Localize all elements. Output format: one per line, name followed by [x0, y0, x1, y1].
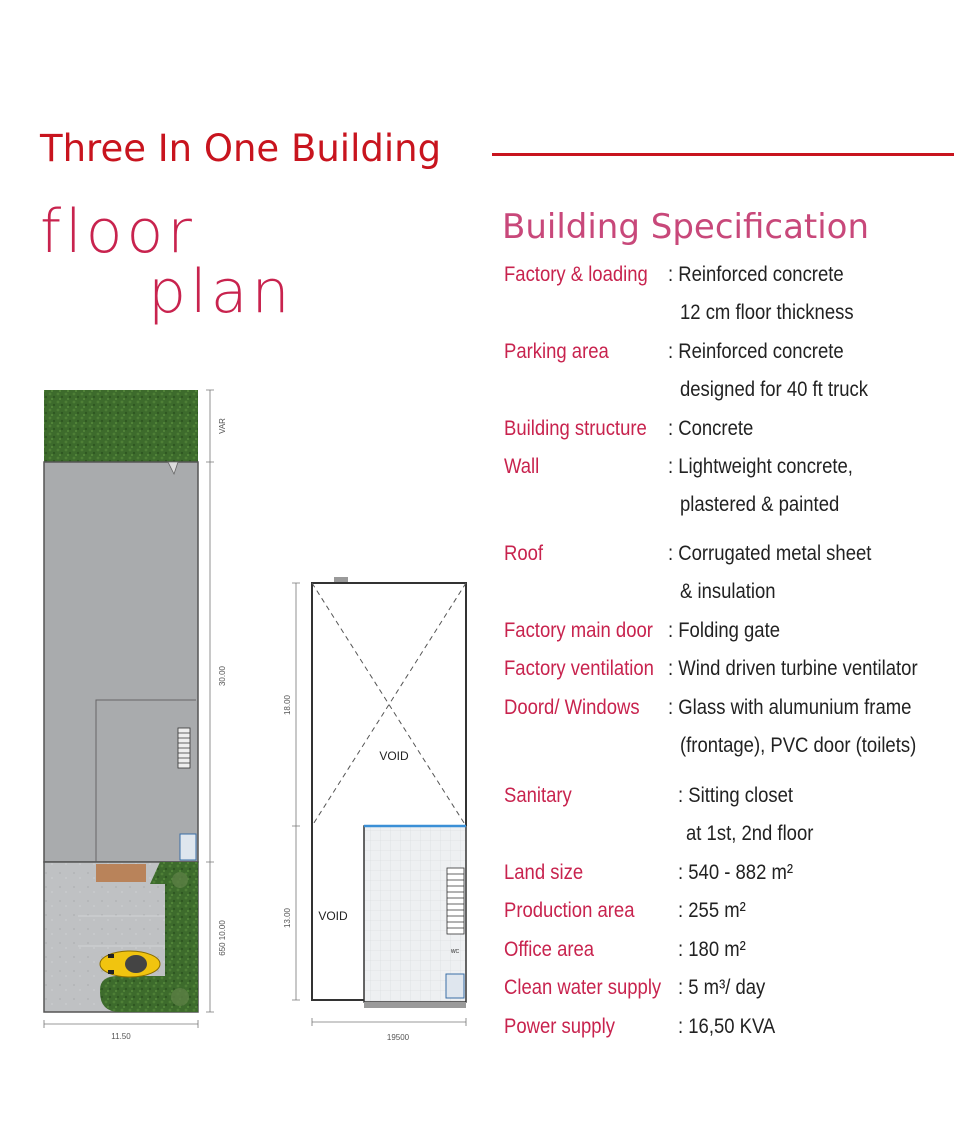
dim-650-label: 650 10.00 [218, 920, 227, 956]
upper-width-label: 19500 [386, 1033, 410, 1042]
upper-front-canopy [364, 1002, 466, 1008]
car-icon [100, 951, 160, 977]
ground-floor-plan [44, 390, 227, 1041]
spec-value: : 540 - 882 m² [678, 861, 794, 884]
spec-label: Sanitary [504, 784, 572, 807]
void-label-2: VOID [318, 909, 348, 923]
entrance-deck [96, 864, 146, 882]
spec-value: : Reinforced concrete [668, 340, 844, 363]
shrub [171, 988, 189, 1006]
spec-value: : Wind driven turbine ventilator [668, 657, 918, 680]
toilet [180, 834, 196, 860]
spec-label: Factory & loading [504, 263, 648, 286]
dim-var-label: VAR [218, 418, 227, 434]
spec-label: Production area [504, 899, 635, 922]
upper-floor-plan [283, 577, 466, 1042]
floor-plan-logo-plan: plan [148, 257, 294, 327]
spec-label: Clean water supply [504, 976, 662, 999]
page-title: Three In One Building [40, 127, 442, 170]
spec-label: Factory ventilation [504, 657, 654, 680]
wc-label: WC [450, 949, 460, 955]
spec-value: : Lightweight concrete, [668, 455, 853, 478]
spec-value: at 1st, 2nd floor [686, 822, 814, 845]
spec-heading: Building Specification [502, 207, 870, 247]
spec-label: Wall [504, 455, 540, 478]
dim-13-label: 13.00 [283, 907, 292, 929]
spec-value: designed for 40 ft truck [680, 378, 868, 401]
spec-value: : Concrete [668, 417, 754, 440]
spec-value: : 5 m³/ day [678, 976, 766, 999]
void-label-1: VOID [379, 749, 409, 763]
shrub [172, 872, 188, 888]
spec-value: & insulation [680, 580, 776, 603]
ground-width-dimension [44, 1020, 198, 1028]
spec-value: (frontage), PVC door (toilets) [680, 734, 917, 757]
spec-value: 12 cm floor thickness [680, 301, 854, 324]
spec-label: Roof [504, 542, 544, 565]
dim-18-label: 18.00 [283, 694, 292, 716]
spec-value: : 255 m² [678, 899, 746, 922]
dim-30-label: 30.00 [218, 665, 227, 687]
spec-label: Land size [504, 861, 584, 884]
spec-value: : Reinforced concrete [668, 263, 844, 286]
spec-label: Office area [504, 938, 595, 961]
floor-plan-logo-floor: floor [40, 197, 196, 267]
factory-floor [44, 462, 198, 862]
upper-toilet [446, 974, 464, 998]
spec-value: plastered & painted [680, 493, 840, 516]
spec-label: Parking area [504, 340, 609, 363]
spec-label: Doord/ Windows [504, 696, 640, 719]
spec-label: Power supply [504, 1015, 615, 1038]
rear-garden [44, 390, 198, 462]
spec-value: : Corrugated metal sheet [668, 542, 872, 565]
spec-value: : Folding gate [668, 619, 780, 642]
spec-value: : Sitting closet [678, 784, 794, 807]
spec-value: : Glass with alumunium frame [668, 696, 912, 719]
upper-stairs [447, 868, 464, 934]
upper-dimension-line [292, 583, 300, 1000]
ground-dimension-line [206, 390, 214, 1012]
upper-width-dimension [312, 1018, 466, 1026]
spec-value: : 16,50 KVA [678, 1015, 776, 1038]
spec-label: Factory main door [504, 619, 653, 642]
void-cross [312, 583, 466, 826]
spec-label: Building structure [504, 417, 647, 440]
ground-width-label: 11.50 [111, 1032, 131, 1041]
stairs [178, 728, 190, 768]
spec-value: : 180 m² [678, 938, 746, 961]
